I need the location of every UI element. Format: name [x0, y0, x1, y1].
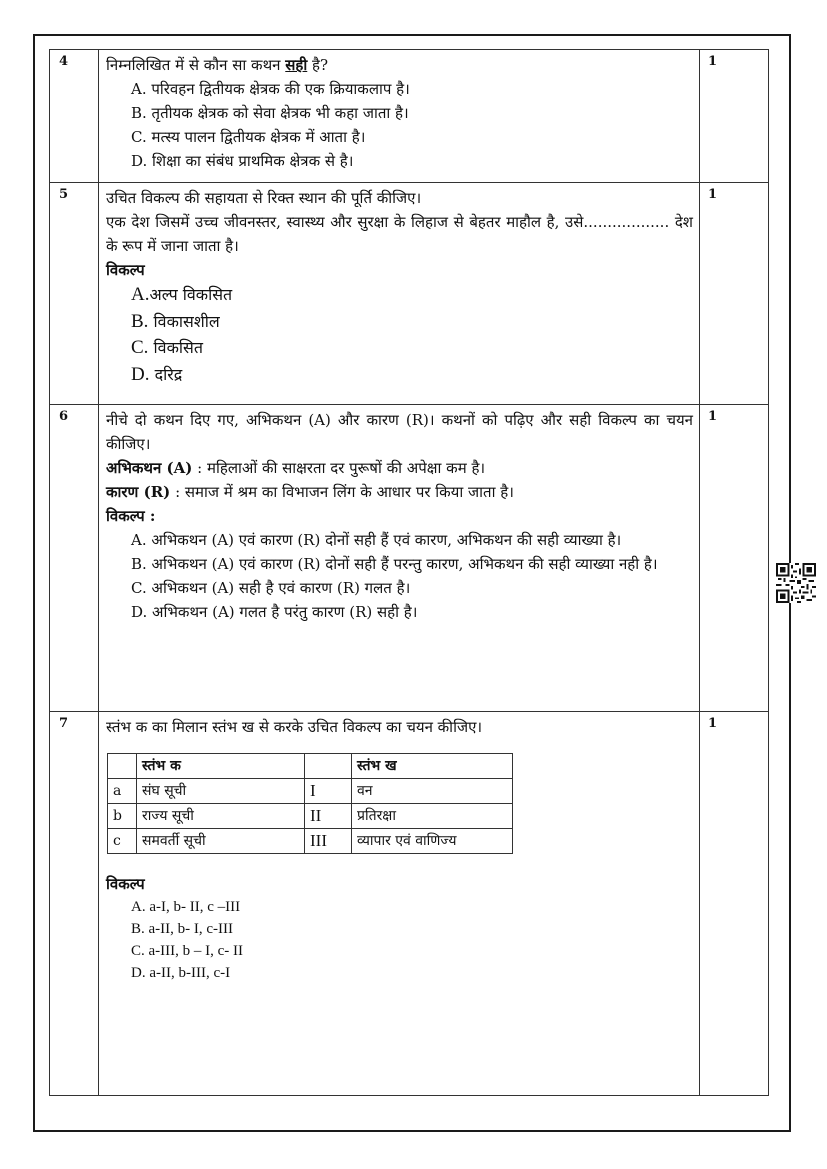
stem-text: निम्नलिखित में से कौन सा कथन — [106, 56, 286, 74]
match-row — [108, 779, 513, 804]
question-number: 7 — [50, 712, 99, 1096]
option-letter: D. — [131, 363, 150, 385]
question-number: 6 — [50, 405, 99, 712]
match-key: a — [108, 779, 137, 804]
question-number: 5 — [50, 183, 99, 405]
match-right: प्रतिरक्षा — [352, 804, 513, 829]
question-row-4 — [50, 50, 769, 183]
option-d: D. अभिकथन (A) गलत है परंतु कारण (R) सही है। — [131, 603, 418, 621]
assertion — [106, 456, 693, 480]
column-b-heading: स्तंभ ख — [352, 754, 513, 779]
match-key: c — [108, 829, 137, 854]
question-stem — [106, 53, 693, 77]
assertion-text: : महिलाओं की साक्षरता दर पुरूषों की अपेक्षा कम है। — [197, 459, 486, 477]
option-b: B. तृतीयक क्षेत्रक को सेवा क्षेत्रक भी कहा जाता है। — [131, 104, 409, 122]
match-table — [107, 753, 513, 854]
qr-code-icon — [776, 563, 816, 603]
reason-text: : समाज में श्रम का विभाजन लिंग के आधार पर किया जाता है। — [175, 483, 514, 501]
match-right: व्यापार एवं वाणिज्य — [352, 829, 513, 854]
option-text: विकसित — [153, 338, 203, 357]
option-b: B. अभिकथन (A) एवं कारण (R) दोनों सही हैं परन्तु कारण, अभिकथन की सही व्याख्या नही है। — [131, 555, 658, 573]
marks: 1 — [700, 183, 769, 405]
question-row-5 — [50, 183, 769, 405]
option-a — [106, 282, 693, 309]
option-text: दरिद्र — [154, 364, 183, 384]
question-body — [99, 712, 700, 1096]
question-row-7 — [50, 712, 769, 1096]
option-c: C. अभिकथन (A) सही है एवं कारण (R) गलत है। — [131, 579, 411, 597]
options-heading: विकल्प : — [106, 507, 156, 525]
question-instruction: उचित विकल्प की सहायता से रिक्त स्थान की पूर्ति कीजिए। — [106, 189, 422, 207]
option-d: D. a-II, b-III, c-I — [131, 965, 231, 981]
option-c: C. a-III, b – I, c- II — [131, 943, 244, 959]
match-header-row — [108, 754, 513, 779]
option-b: B. a-II, b- I, c-III — [131, 921, 234, 937]
marks: 1 — [700, 712, 769, 1096]
option-letter: A. — [131, 284, 150, 305]
option-text: अल्प विकसित — [149, 285, 233, 304]
option-a: A. परिवहन द्वितीयक क्षेत्रक की एक क्रियाकलाप है। — [131, 80, 410, 98]
column-a-heading: स्तंभ क — [137, 754, 305, 779]
option-b — [106, 309, 693, 336]
match-key: b — [108, 804, 137, 829]
question-stem: एक देश जिसमें उच्च जीवनस्तर, स्वास्थ्य और सुरक्षा के लिहाज से बेहतर माहौल है, उसे.................. देश के रूप में जाना जाता है। — [106, 213, 693, 255]
question-instruction: नीचे दो कथन दिए गए, अभिकथन (A) और कारण (R)। कथनों को पढ़िए और सही विकल्प का चयन कीजिए। — [106, 411, 693, 453]
match-left: समवर्ती सूची — [137, 829, 305, 854]
match-row — [108, 829, 513, 854]
options-heading: विकल्प — [106, 261, 145, 279]
match-cell — [305, 754, 352, 779]
marks: 1 — [700, 405, 769, 712]
options-heading: विकल्प — [106, 875, 145, 893]
option-d — [106, 362, 693, 389]
stem-text-end: है? — [307, 56, 329, 74]
option-a: A. a-I, b- II, c –III — [131, 899, 241, 915]
match-left: राज्य सूची — [137, 804, 305, 829]
option-letter: B. — [131, 310, 149, 332]
option-c: C. मत्स्य पालन द्वितीयक क्षेत्रक में आता है। — [131, 128, 366, 146]
assertion-label: अभिकथन (A) — [106, 459, 193, 477]
match-numeral: I — [305, 779, 352, 804]
match-numeral: III — [305, 829, 352, 854]
question-body — [99, 405, 700, 712]
question-instruction: स्तंभ क का मिलान स्तंभ ख से करके उचित विकल्प का चयन कीजिए। — [106, 718, 483, 736]
question-number: 4 — [50, 50, 99, 183]
marks: 1 — [700, 50, 769, 183]
option-a: A. अभिकथन (A) एवं कारण (R) दोनों सही हैं एवं कारण, अभिकथन की सही व्याख्या है। — [131, 531, 622, 549]
match-right: वन — [352, 779, 513, 804]
question-row-6 — [50, 405, 769, 712]
match-cell — [108, 754, 137, 779]
question-body — [99, 50, 700, 183]
match-row — [108, 804, 513, 829]
question-table — [49, 49, 769, 1096]
reason-label: कारण (R) — [106, 483, 171, 501]
match-numeral: II — [305, 804, 352, 829]
question-body — [99, 183, 700, 405]
option-letter: C. — [131, 337, 149, 358]
option-text: विकासशील — [153, 311, 220, 331]
option-c — [106, 335, 693, 362]
reason — [106, 480, 693, 504]
stem-emphasis: सही — [285, 56, 308, 74]
match-left: संघ सूची — [137, 779, 305, 804]
option-d: D. शिक्षा का संबंध प्राथमिक क्षेत्रक से है। — [131, 152, 354, 170]
